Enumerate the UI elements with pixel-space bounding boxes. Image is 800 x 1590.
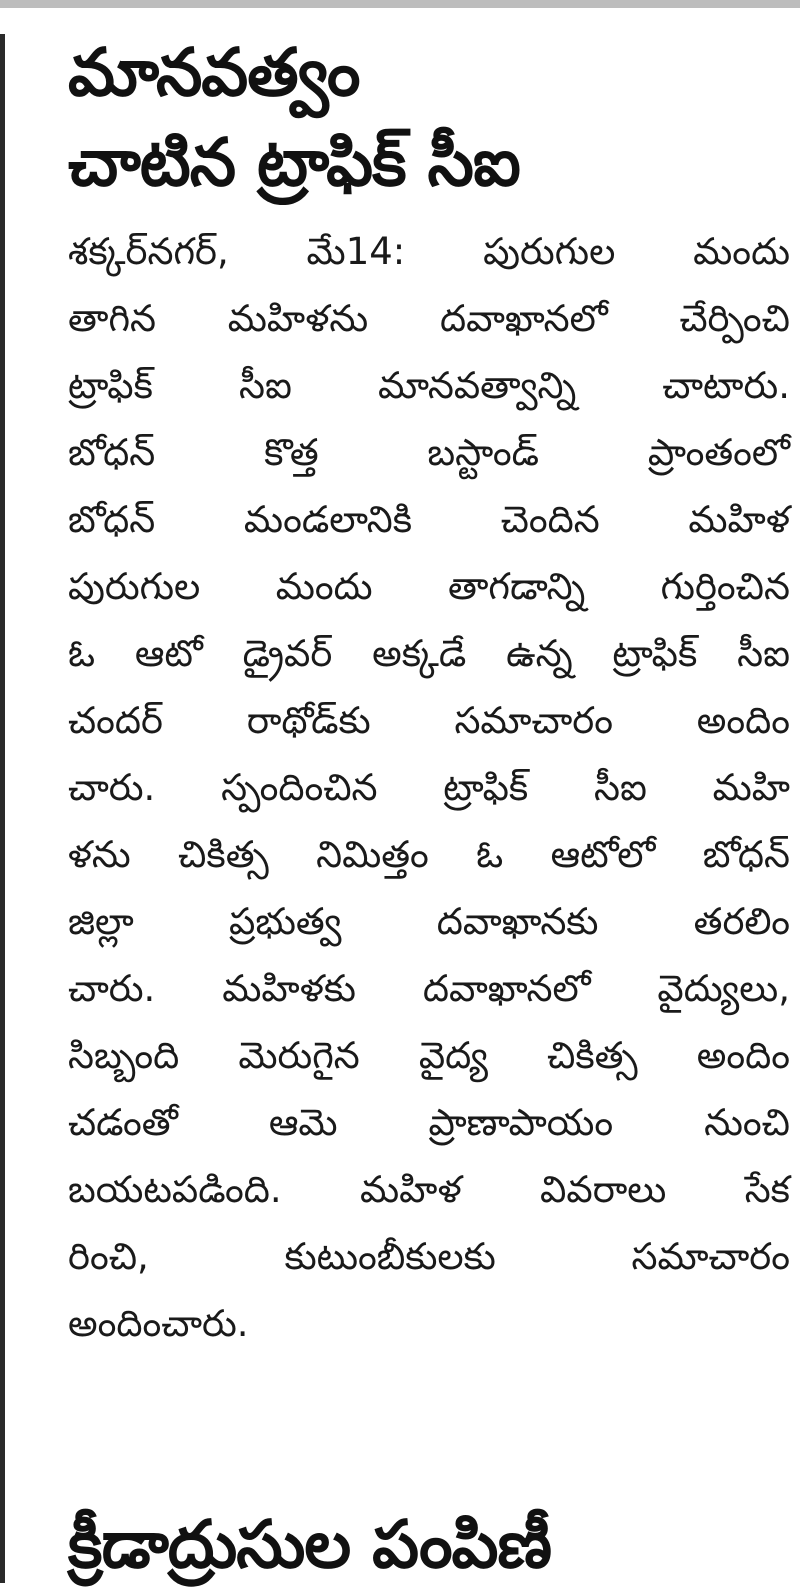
body-line-14: చడంతో ఆమె ప్రాణాపాయం నుంచి <box>68 1101 790 1144</box>
body-line-16: రించి, కుటుంబీకులకు సమాచారం <box>68 1235 790 1278</box>
body-line-10: ళను చికిత్స నిమిత్తం ఓ ఆటోలో బోధన్ <box>68 833 790 876</box>
body-line-4: బోధన్ కొత్త బస్టాండ్ ప్రాంతంలో <box>68 431 790 474</box>
body-line-2: తాగిన మహిళను దవాఖానలో చేర్పించి <box>68 297 790 340</box>
body-line-17: అందించారు. <box>68 1302 249 1345</box>
headline-line-2: చాటిన ట్రాఫిక్ సీఐ <box>68 124 520 201</box>
body-line-5: బోధన్ మండలానికి చెందిన మహిళ <box>68 498 790 541</box>
body-line-12: చారు. మహిళకు దవాఖానలో వైద్యులు, <box>68 967 790 1010</box>
headline-line-1: మానవత్వం <box>68 34 360 111</box>
body-line-13: సిబ్బంది మెరుగైన వైద్య చికిత్స అందిం <box>68 1034 790 1077</box>
body-line-11: జిల్లా ప్రభుత్వ దవాఖానకు తరలిం <box>68 900 790 943</box>
body-line-9: చారు. స్పందించిన ట్రాఫిక్ సీఐ మహి <box>68 766 790 809</box>
news-article <box>68 28 790 1357</box>
body-line-3: ట్రాఫిక్ సీఐ మానవత్వాన్ని చాటారు. <box>68 364 790 407</box>
body-line-15: బయటపడింది. మహిళ వివరాలు సేక <box>68 1168 790 1211</box>
article-headline <box>68 28 790 208</box>
body-line-1: శక్కర్‌నగర్, మే14: పురుగుల మందు <box>68 230 790 273</box>
top-border-rule <box>0 0 800 8</box>
article-body <box>68 218 790 1357</box>
column-divider-rule <box>0 34 5 1583</box>
body-line-7: ఓ ఆటో డ్రైవర్ అక్కడే ఉన్న ట్రాఫిక్ సీఐ <box>68 632 790 675</box>
body-line-6: పురుగుల మందు తాగడాన్ని గుర్తించిన <box>68 565 790 608</box>
next-article-headline: క్రీడాద్రుసుల పంపిణీ <box>68 1506 551 1583</box>
body-line-8: చందర్ రాథోడ్‌కు సమాచారం అందిం <box>68 699 790 742</box>
